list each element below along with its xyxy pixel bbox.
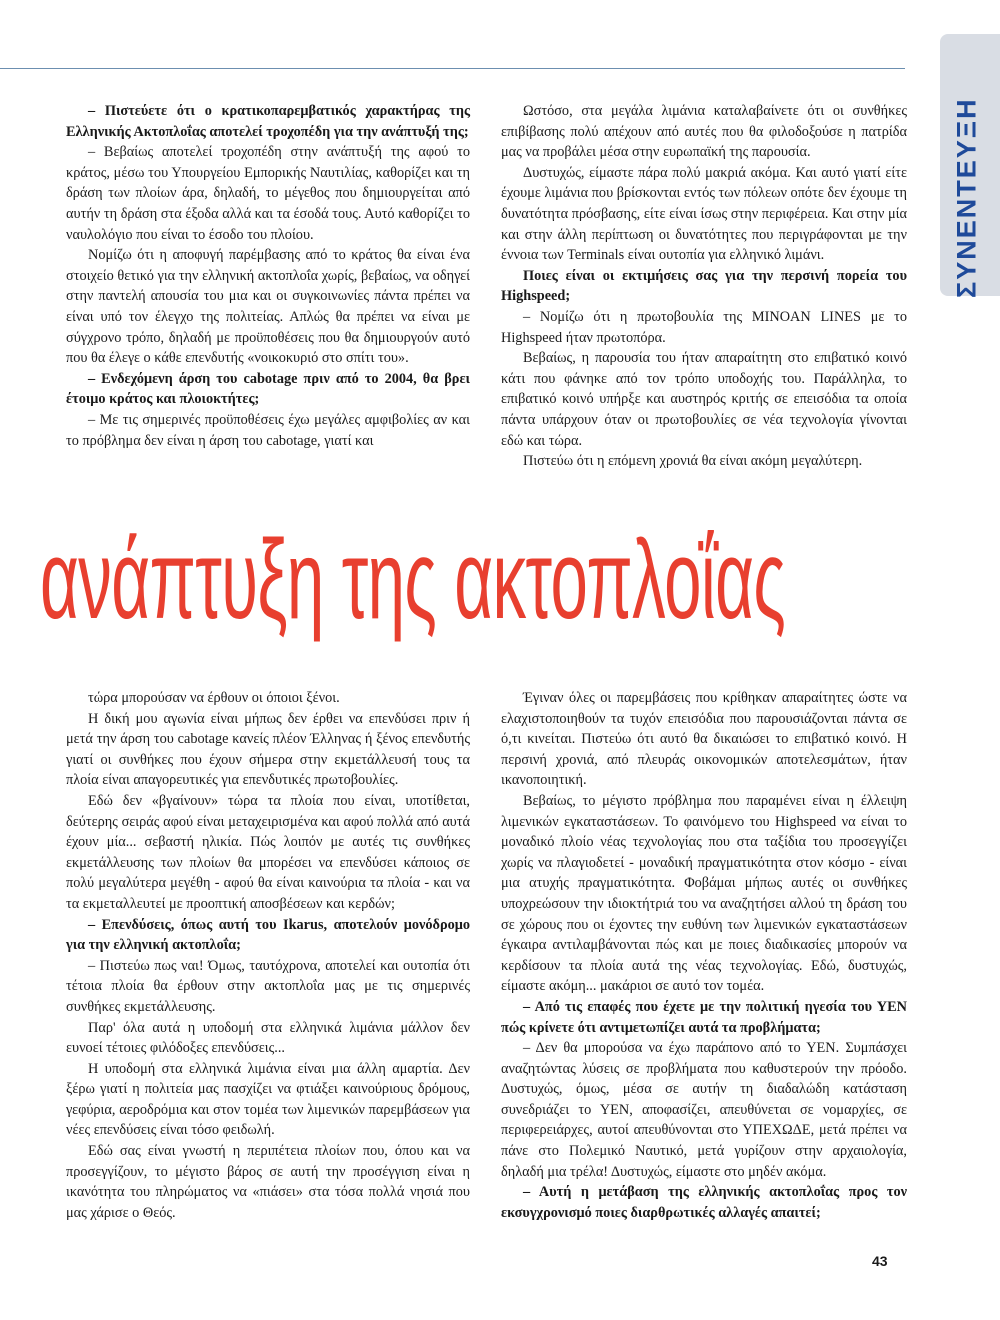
question-paragraph: – Από τις επαφές που έχετε με την πολιτική ηγεσία του ΥΕΝ πώς κρίνετε ότι αντιμετωπίζει αυτά τα προβλήματα; bbox=[501, 998, 907, 1036]
body-paragraph: Έγιναν όλες οι παρεμβάσεις που κρίθηκαν απαραίτητες ώστε να ελαχιστοποιηθούν τα τυχόν επεισόδια που παρουσιάζονται πάντα σε ό,τι κινείται. Πιστεύω ότι αυτό θα δικαιώσει το επιβατικό κοινό. Η περσινή χρονιά, από πλευράς οικονομικών αποτελεσμάτων, ήταν ικανοποιητική. bbox=[501, 690, 907, 789]
body-paragraph: Εδώ σας είναι γνωστή η περιπέτεια πλοίων που, όπου και να προσεγγίζουν, το μέγιστο βάρος σε αυτή την προσέγγιση είναι η ικανότητα του πληρώματος να «πιάσει» στα τόσα πολλά νησιά που μας χάρισε ο Θεός. bbox=[66, 1143, 470, 1221]
body-paragraph: Η δική μου αγωνία είναι μήπως δεν έρθει να επενδύσει πριν ή μετά την άρση του cabotage κανείς πλέον Έλληνας ή ξένος επενδυτής γιατί οι συνθήκες που έχουν σήμερα στην εκμετάλλευσή τους τα πλοία είναι απαγορευτικές για επενδυτικές πρωτοβουλίες. bbox=[66, 710, 470, 789]
body-paragraph: Εδώ δεν «βγαίνουν» τώρα τα πλοία που είναι, υποτίθεται, δεύτερης σειράς αφού είναι μεταχειρισμένα και αφού πολλά από αυτά έχουν μία... σεβαστή ηλικία. Πώς λοιπόν με αυτές τις συνθήκες εκμετάλλευσης των πλοίων θα μπορέσει να επενδύσει κάποιος σε πολύ μεγαλύτερα μεγέθη - αφού θα είναι καινούρια τα πλοία - και να τα εκμεταλλευτεί με προοπτική αποσβέσεων και κερδών; bbox=[66, 792, 470, 912]
body-paragraph: Η υποδομή στα ελληνικά λιμάνια είναι μια άλλη αμαρτία. Δεν ξέρω γιατί η πολιτεία μας πασχίζει να φτιάξει καινούριους δρόμους, γεφύρια, αεροδρόμια και στον τομέα των λιμενικών παρεμβάσεων για νέες επενδύσεις είναι τόσο φειδωλή. bbox=[66, 1060, 470, 1139]
body-paragraph: Βεβαίως, η παρουσία του ήταν απαραίτητη στο επιβατικό κοινό κάτι που φάνηκε από τον τρόπο υποδοχής του. Παράλληλα, το επιβατικό κοινό υπήρξε και αυστηρός κριτής σε επεισόδια τα οποία πάντα υπάρχουν όταν οι πρωτοβουλίες σε νέα τεχνολογία γίνονται εδώ και τώρα. bbox=[501, 350, 907, 449]
question-paragraph: Ποιες είναι οι εκτιμήσεις σας για την περσινή πορεία του Highspeed; bbox=[501, 267, 907, 305]
column-bottom-right bbox=[501, 688, 907, 1223]
body-paragraph: – Βεβαίως αποτελεί τροχοπέδη στην ανάπτυξή της αφού το κράτος, μέσω του Υπουργείου Εμπορικής Ναυτιλίας, καθορίζει και τη δράση των πλοίων άρα, δηλαδή, το μέγεθος που δημιουργείται από αυτήν τη δράση στα έξοδα αλλά και τα έσοδά τους. Αυτό καθορίζει το ναυλολόγιο που είναι το έσοδο του πλοίου. bbox=[66, 144, 470, 243]
body-paragraph: – Νομίζω ότι η πρωτοβουλία της MINOAN LINES με το Highspeed ήταν πρωτοπόρα. bbox=[501, 308, 907, 346]
page-number: 43 bbox=[872, 1253, 888, 1269]
body-paragraph: Νομίζω ότι η αποφυγή παρέμβασης από το κράτος θα είναι ένα στοιχείο θετικό για την ελληνική ακτοπλοΐα χωρίς, βεβαίως, να οδηγεί στην παντελή απουσία του μια και οι συγκοινωνίες πάντα πρέπει να είναι υπό τον έλεγχο της πολιτείας. Απλώς θα πρέπει να είναι με σύγχρονο τρόπο, δηλαδή με προϋποθέσεις που θα δημιουργούν αυτό που θα έλεγε ο κάθε επενδυτής «νοικοκυριό στο σπίτι του». bbox=[66, 247, 470, 367]
body-paragraph: Ωστόσο, στα μεγάλα λιμάνια καταλαβαίνετε ότι οι συνθήκες επιβίβασης πολύ απέχουν από αυτές που θα φιλοδοξούσε η πατρίδα μας να προβάλει μέσα στην ευρωπαϊκή της παρουσία. bbox=[501, 103, 907, 161]
body-paragraph: – Με τις σημερινές προϋποθέσεις έχω μεγάλες αμφιβολίες αν και το πρόβλημα δεν είναι η άρση του cabotage, γιατί και bbox=[66, 411, 470, 449]
body-paragraph: Πιστεύω ότι η επόμενη χρονιά θα είναι ακόμη μεγαλύτερη. bbox=[523, 453, 863, 470]
question-paragraph: – Αυτή η μετάβαση της ελληνικής ακτοπλοΐας προς τον εκσυγχρονισμό ποιες διαρθρωτικές αλλαγές απαιτεί; bbox=[501, 1184, 907, 1221]
top-rule bbox=[0, 68, 905, 69]
question-paragraph: – Πιστεύετε ότι ο κρατικοπαρεμβατικός χαρακτήρας της Ελληνικής Ακτοπλοΐας αποτελεί τροχοπέδη για την ανάπτυξή της; bbox=[66, 103, 470, 140]
column-bottom-left bbox=[66, 688, 470, 1223]
headline: ανάπτυξη της ακτοπλοΐας bbox=[40, 517, 786, 642]
column-top-left bbox=[66, 101, 470, 451]
question-paragraph: – Ενδεχόμενη άρση του cabotage πριν από το 2004, θα βρει έτοιμο κράτος και πλοιοκτήτες; bbox=[66, 370, 470, 408]
section-tab-label: ΣΥΝΕΝΤΕΥΞΗ bbox=[951, 97, 982, 299]
column-top-right bbox=[501, 101, 907, 472]
body-paragraph: – Πιστεύω πως ναι! Όμως, ταυτόχρονα, αποτελεί και ουτοπία ότι τέτοια πλοία θα έρθουν στην ακτοπλοΐα μας με τις σημερινές συνθήκες εκμετάλλευσης. bbox=[66, 957, 470, 1015]
body-paragraph: Δυστυχώς, είμαστε πάρα πολύ μακριά ακόμα. Και αυτό γιατί είτε έχουμε λιμάνια που βρίσκονται εντός των πόλεων οπότε δεν έχουμε τη δυνατότητα πρόσβασης, είτε είναι ίσως στην περιφέρεια. Και στην μία και στην άλλη περίπτωση οι δυνατότητες που περιγράφονται με την έννοια των Terminals είναι ουτοπία για ελληνικό λιμάνι. bbox=[501, 164, 907, 264]
body-paragraph: Βεβαίως, το μέγιστο πρόβλημα που παραμένει είναι η έλλειψη λιμενικών εγκαταστάσεων. Το φαινόμενο του Highspeed να είναι το μοναδικό πλοίο νέας τεχνολογίας που στα ταξίδια του προσεγγίζει χωρίς να πλαγιοδετεί - μοναδική πραγματικότητα στον κόσμο - είναι μια ατυχής πραγματικότητα. Φοβάμαι μήπως αυτές οι συνθήκες υποχρεώσουν την ιδιοκτήτριά του να αναζητήσει αλλού τη δράση του σε χώρους που οι έχοντες την ευθύνη των λιμενικών εγκαταστάσεων έγκαιρα αντιλαμβάνονται πώς και με ποιες διαδικασίες μπορούν να κερδίσουν τα πλοία αυτά της νέας τεχνολογίας. Εδώ, δυστυχώς, είμαστε ακόμη... μακάριοι σε αυτό τον τομέα. bbox=[501, 792, 907, 995]
question-paragraph: – Επενδύσεις, όπως αυτή του Ikarus, αποτελούν μονόδρομο για την ελληνική ακτοπλοΐα; bbox=[66, 916, 470, 954]
body-paragraph: τώρα μπορούσαν να έρθουν οι όποιοι ξένοι. bbox=[88, 690, 340, 706]
body-paragraph: Παρ' όλα αυτά η υποδομή στα ελληνικά λιμάνια μάλλον δεν ευνοεί τέτοιες φιλόδοξες επενδύσεις... bbox=[66, 1019, 470, 1057]
body-paragraph: – Δεν θα μπορούσα να έχω παράπονο από το ΥΕΝ. Συμπάσχει αναζητώντας λύσεις σε προβλήματα που καθυστερούν την πρόοδο. Δυστυχώς, όμως, μέσα σε αυτήν τη διαδαλώδη κατάσταση συνεδριάζει το ΥΕΝ, αποφασίζει, απευθύνεται σε νομαρχίες, σε περιφερειάρχες, αυτοί απευθύνονται στο ΥΠΕΧΩΔΕ, μετά πρέπει να πάνε στο Πολεμικό Ναυτικό, μετά γυρίζουν στην αρχαιολογία, δηλαδή μια τρέλα! Δυστυχώς, είμαστε στο μηδέν ακόμα. bbox=[501, 1040, 907, 1180]
